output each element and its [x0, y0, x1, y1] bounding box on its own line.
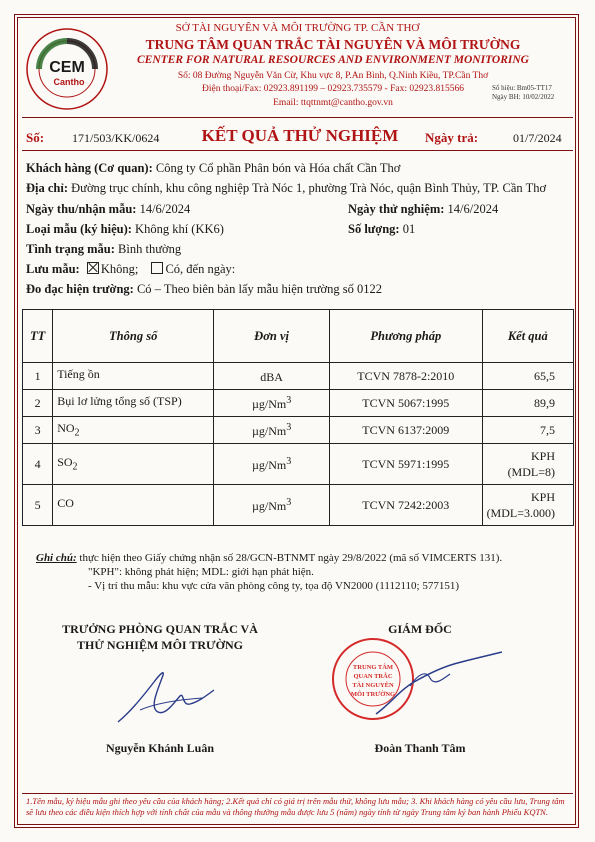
row-unit: [214, 485, 330, 526]
stamp-line2: QUAN TRẮC: [353, 673, 393, 680]
row-unit: [214, 417, 330, 444]
row-method: [330, 363, 483, 390]
left-signer-name: Nguyễn Khánh Luân: [105, 741, 215, 755]
results-table: [22, 309, 574, 526]
table-row: [23, 390, 574, 417]
receive-date-value: 14/6/2024: [139, 202, 191, 216]
row-parameter-sub: 2: [74, 427, 80, 439]
row-result-value: 7,5: [540, 423, 555, 437]
header-method: Phương pháp: [330, 310, 483, 363]
results-body: [23, 363, 574, 526]
customer-row: [26, 161, 400, 176]
ministry-name: SỞ TÀI NGUYÊN VÀ MÔI TRƯỜNG TP. CẦN THƠ: [175, 22, 420, 34]
center-email: Email: ttqttnmt@cantho.gov.vn: [273, 98, 393, 108]
customer-label: Khách hàng (Cơ quan):: [26, 161, 153, 175]
header-tt: TT: [23, 310, 53, 363]
row-unit: [214, 390, 330, 417]
row-tt: [23, 444, 53, 485]
condition-label: Tình trạng mẫu:: [26, 242, 115, 256]
sample-type-label: Loại mẫu (ký hiệu):: [26, 222, 132, 236]
row-method-value: TCVN 6137:2009: [362, 422, 450, 437]
condition-row: [26, 242, 181, 257]
row-tt: [23, 485, 53, 526]
right-signature-icon: [370, 644, 510, 724]
retention-row: [26, 262, 235, 277]
header-parameter: Thông số: [53, 310, 214, 363]
row-tt: [23, 390, 53, 417]
notes-text1: thực hiện theo Giấy chứng nhận số 28/GCN-BTNMT ngày 29/8/2022 (mã số VIMCERTS 131).: [79, 552, 503, 564]
stamp-line1: TRUNG TÂM: [352, 664, 394, 671]
quantity-label: Số lượng:: [348, 222, 400, 236]
row-parameter-value: Bụi lơ lửng tổng số (TSP): [57, 394, 182, 409]
row-result: [482, 363, 573, 390]
stamp-line4: MÔI TRƯỜNG: [350, 691, 396, 698]
receive-date-label: Ngày thu/nhận mẫu:: [26, 202, 137, 216]
row-result: [482, 444, 573, 485]
report-title: KẾT QUẢ THỬ NGHIỆM: [201, 126, 399, 145]
form-code-block: [492, 84, 554, 102]
row-result-mdl: (MDL=8): [507, 465, 555, 479]
row-unit-sup: 3: [286, 496, 292, 508]
row-parameter-sub: 2: [72, 461, 78, 473]
row-method-value: TCVN 7878-2:2010: [357, 368, 455, 383]
row-method: [330, 485, 483, 526]
address-row: [26, 181, 546, 196]
row-method-value: TCVN 5067:1995: [362, 395, 450, 410]
row-parameter-value: SO: [57, 455, 73, 470]
row-result: [482, 417, 573, 444]
retention-no-checkbox[interactable]: [87, 262, 99, 274]
notes-label: Ghi chú:: [36, 552, 77, 564]
row-parameter-value: CO: [57, 496, 74, 511]
form-code: Số hiệu: Bm05-TT17: [492, 84, 552, 92]
address-label: Địa chỉ:: [26, 181, 69, 195]
condition-value: Bình thường: [118, 242, 182, 256]
row-tt-value: 5: [34, 497, 41, 512]
row-result-value: KPH: [530, 449, 555, 463]
center-phone: Điện thoại/Fax: 02923.891199 – 02923.735579 - Fax: 02923.815566: [202, 84, 464, 94]
row-unit-value: µg/Nm: [251, 396, 287, 411]
return-date-label: Ngày trả:: [425, 130, 479, 145]
row-parameter: [53, 417, 214, 444]
receive-date-row: [26, 202, 190, 217]
notes-text2: "KPH": không phát hiện; MDL: giới hạn phát hiện.: [88, 566, 314, 578]
cem-logo-icon: [24, 26, 110, 112]
row-unit: [214, 363, 330, 390]
return-date: 01/7/2024: [513, 131, 562, 145]
logo-subtext: Cantho: [53, 77, 85, 87]
row-tt-value: 3: [34, 422, 41, 437]
logo-text: CEM: [49, 59, 85, 76]
retention-yes-checkbox[interactable]: [151, 262, 163, 274]
center-address: Số: 08 Đường Nguyễn Văn Cừ, Khu vực 8, P.An Bình, Q.Ninh Kiều, TP.Cần Thơ: [177, 71, 489, 81]
footer-notes: 1.Tên mẫu, ký hiệu mẫu ghi theo yêu cầu của khách hàng; 2.Kết quả chỉ có giá trị trên mẫu thử, không lưu mẫu; 3. Khi khách hàng có yêu cầu lưu, Trung tâm sẽ lưu theo các điều kiện thích hợp với tính chất của mẫu và thông thường mẫu được lưu 5 (năm) ngày tính từ ngày Trung tâm ký ban hành Phiếu KQTN.: [26, 796, 565, 817]
row-parameter-value: NO: [57, 421, 75, 436]
center-name-en: CENTER FOR NATURAL RESOURCES AND ENVIRONMENT MONITORING: [137, 54, 529, 66]
row-parameter-value: Tiếng ồn: [57, 367, 100, 382]
quantity-row: [348, 222, 415, 237]
row-unit-value: µg/Nm: [251, 457, 287, 472]
row-result-value: 65,5: [534, 369, 555, 383]
left-signer-title2: THỬ NGHIỆM MÔI TRƯỜNG: [77, 638, 243, 652]
test-date-value: 14/6/2024: [447, 202, 499, 216]
left-signer-title1: TRƯỞNG PHÒNG QUAN TRẮC VÀ: [62, 622, 258, 636]
center-name-vi: TRUNG TÂM QUAN TRẮC TÀI NGUYÊN VÀ MÔI TRƯỜNG: [145, 37, 521, 52]
field-measure-value: Có – Theo biên bản lấy mẫu hiện trường số 0122: [136, 282, 383, 296]
sample-type-row: [26, 222, 224, 237]
field-measure-row: [26, 282, 382, 297]
right-signer-title: GIÁM ĐỐC: [388, 622, 452, 636]
row-tt: [23, 417, 53, 444]
stamp-line3: TÀI NGUYÊN: [352, 682, 394, 689]
test-date-label: Ngày thử nghiệm:: [348, 202, 445, 216]
footer-divider: [22, 793, 573, 794]
row-tt-value: 2: [34, 395, 41, 410]
notes-line1: [36, 551, 502, 565]
row-method-value: TCVN 7242:2003: [362, 497, 450, 512]
sample-type-value: Không khí (KK6): [135, 222, 224, 236]
row-parameter: [53, 390, 214, 417]
retention-label: Lưu mẫu:: [26, 262, 80, 276]
table-row: [23, 363, 574, 390]
field-measure-label: Đo đạc hiện trường:: [26, 282, 134, 296]
table-row: [23, 444, 574, 485]
row-unit-value: µg/Nm: [251, 423, 287, 438]
row-unit-value: dBA: [260, 369, 283, 384]
row-unit-value: µg/Nm: [251, 498, 287, 513]
row-tt-value: 4: [34, 456, 41, 471]
row-result-value: 89,9: [534, 396, 555, 410]
row-result-value: KPH: [530, 490, 555, 504]
form-date: Ngày BH: 10/02/2022: [492, 93, 555, 101]
row-method: [330, 390, 483, 417]
row-unit-sup: 3: [286, 421, 292, 433]
right-signer-name: Đoàn Thanh Tâm: [374, 741, 466, 755]
row-result-mdl: (MDL=3.000): [486, 506, 555, 520]
row-result: [482, 390, 573, 417]
row-method-value: TCVN 5971:1995: [362, 456, 450, 471]
quantity-value: 01: [402, 222, 416, 236]
row-unit-sup: 3: [286, 455, 292, 467]
row-method: [330, 444, 483, 485]
row-method: [330, 417, 483, 444]
row-parameter: [53, 363, 214, 390]
title-divider: [22, 150, 573, 151]
row-tt-value: 1: [34, 368, 41, 383]
retention-no-text: Không;: [100, 262, 139, 276]
report-number: 171/503/KK/0624: [72, 131, 160, 145]
row-parameter: [53, 485, 214, 526]
header-result: Kết quả: [482, 310, 573, 363]
table-header-row: [23, 310, 574, 363]
left-signature-icon: [110, 660, 220, 730]
test-date-row: [348, 202, 498, 217]
row-tt: [23, 363, 53, 390]
address-value: Đường trục chính, khu công nghiệp Trà Nóc 1, phường Trà Nóc, quận Bình Thủy, TP. Cần Thơ: [71, 181, 547, 195]
row-parameter: [53, 444, 214, 485]
retention-yes-text: Có, đến ngày:: [165, 262, 236, 276]
table-row: [23, 485, 574, 526]
customer-value: Công ty Cổ phần Phân bón và Hóa chất Cần Thơ: [155, 161, 401, 175]
row-result: [482, 485, 573, 526]
report-number-label: Số:: [26, 130, 45, 145]
header-divider: [22, 117, 573, 118]
header-unit: Đơn vị: [214, 310, 330, 363]
notes-text3: - Vị trí thu mẫu: khu vực cửa văn phòng công ty, tọa độ VN2000 (1112110; 577151): [88, 580, 460, 592]
row-unit: [214, 444, 330, 485]
table-row: [23, 417, 574, 444]
row-unit-sup: 3: [286, 394, 292, 406]
